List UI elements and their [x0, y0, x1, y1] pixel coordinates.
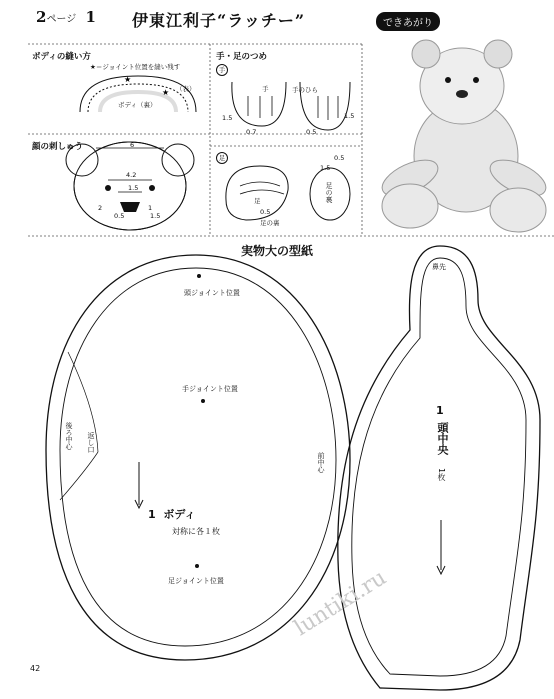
body-piece-count: 対称に各１枚: [172, 527, 220, 536]
hand-label: 手: [262, 85, 269, 93]
page-heading-number: 2ページ 1: [36, 8, 96, 26]
hand-mark: 手: [216, 64, 228, 76]
body-piece-label: 1 ボディ: [148, 508, 196, 521]
dim-label: 1: [148, 204, 153, 212]
head-piece-number: 1: [436, 404, 444, 417]
hand-foot-title: 手・足のつめ: [216, 52, 268, 62]
dim-label: 4.2: [126, 171, 137, 179]
face-embroidery-title: 顔の刺しゅう: [32, 142, 84, 152]
finished-badge: できあがり: [376, 12, 440, 31]
svg-text:★: ★: [124, 75, 132, 84]
head-piece-count: 1枚: [437, 468, 446, 482]
head-joint-label: 頭ジョイント位置: [184, 289, 240, 297]
arm-joint-label: 手ジョイント位置: [182, 385, 238, 393]
dim-label: 0.5: [334, 154, 345, 162]
joint-note: ★＝ジョイント位置を縫い残す: [90, 63, 181, 71]
dim-label: 1.5: [150, 212, 161, 220]
palm-label: 手のひら: [292, 86, 318, 94]
dim-label: 0.7: [246, 128, 257, 136]
front-center-label: 前中心: [317, 452, 325, 473]
return-opening-label: 返し口: [87, 432, 95, 453]
foot-label: 足: [254, 197, 261, 205]
dim-label: 1.5: [320, 164, 331, 172]
body-sewing-title: ボディの縫い方: [32, 52, 91, 62]
head-piece-label: 頭中央: [436, 422, 449, 455]
page-title: 伊東江利子“ラッチー”: [132, 11, 306, 30]
dim-label: 6: [130, 141, 135, 149]
body-front-label: （表）: [176, 85, 196, 93]
leg-joint-label: 足ジョイント位置: [168, 577, 224, 585]
pattern-title: 実物大の型紙: [240, 244, 313, 258]
dim-label: 0.5: [306, 128, 317, 136]
dim-label: 1.5: [344, 112, 355, 120]
hand-claw-diagram: [232, 82, 350, 130]
page-number: 42: [30, 664, 41, 673]
foot-mark: 足: [216, 152, 228, 164]
sole-label: 足の裏: [260, 219, 280, 227]
watermark: luntiki.ru: [290, 565, 391, 642]
svg-text:★: ★: [162, 88, 170, 97]
body-back-label: ボディ（裏）: [118, 101, 157, 109]
dim-label: 0.5: [114, 212, 125, 220]
back-center-label: 後ろ中心: [65, 422, 73, 450]
dim-label: 0.5: [260, 208, 271, 216]
dim-label: 2: [98, 204, 103, 212]
finished-bear-image: [377, 40, 551, 232]
dim-label: 1.5: [128, 184, 139, 192]
body-pattern: [46, 255, 350, 660]
dim-label: 1.5: [222, 114, 233, 122]
sole-label-vertical: 足の裏: [325, 182, 333, 203]
nose-tip-label: 鼻先: [432, 263, 446, 271]
